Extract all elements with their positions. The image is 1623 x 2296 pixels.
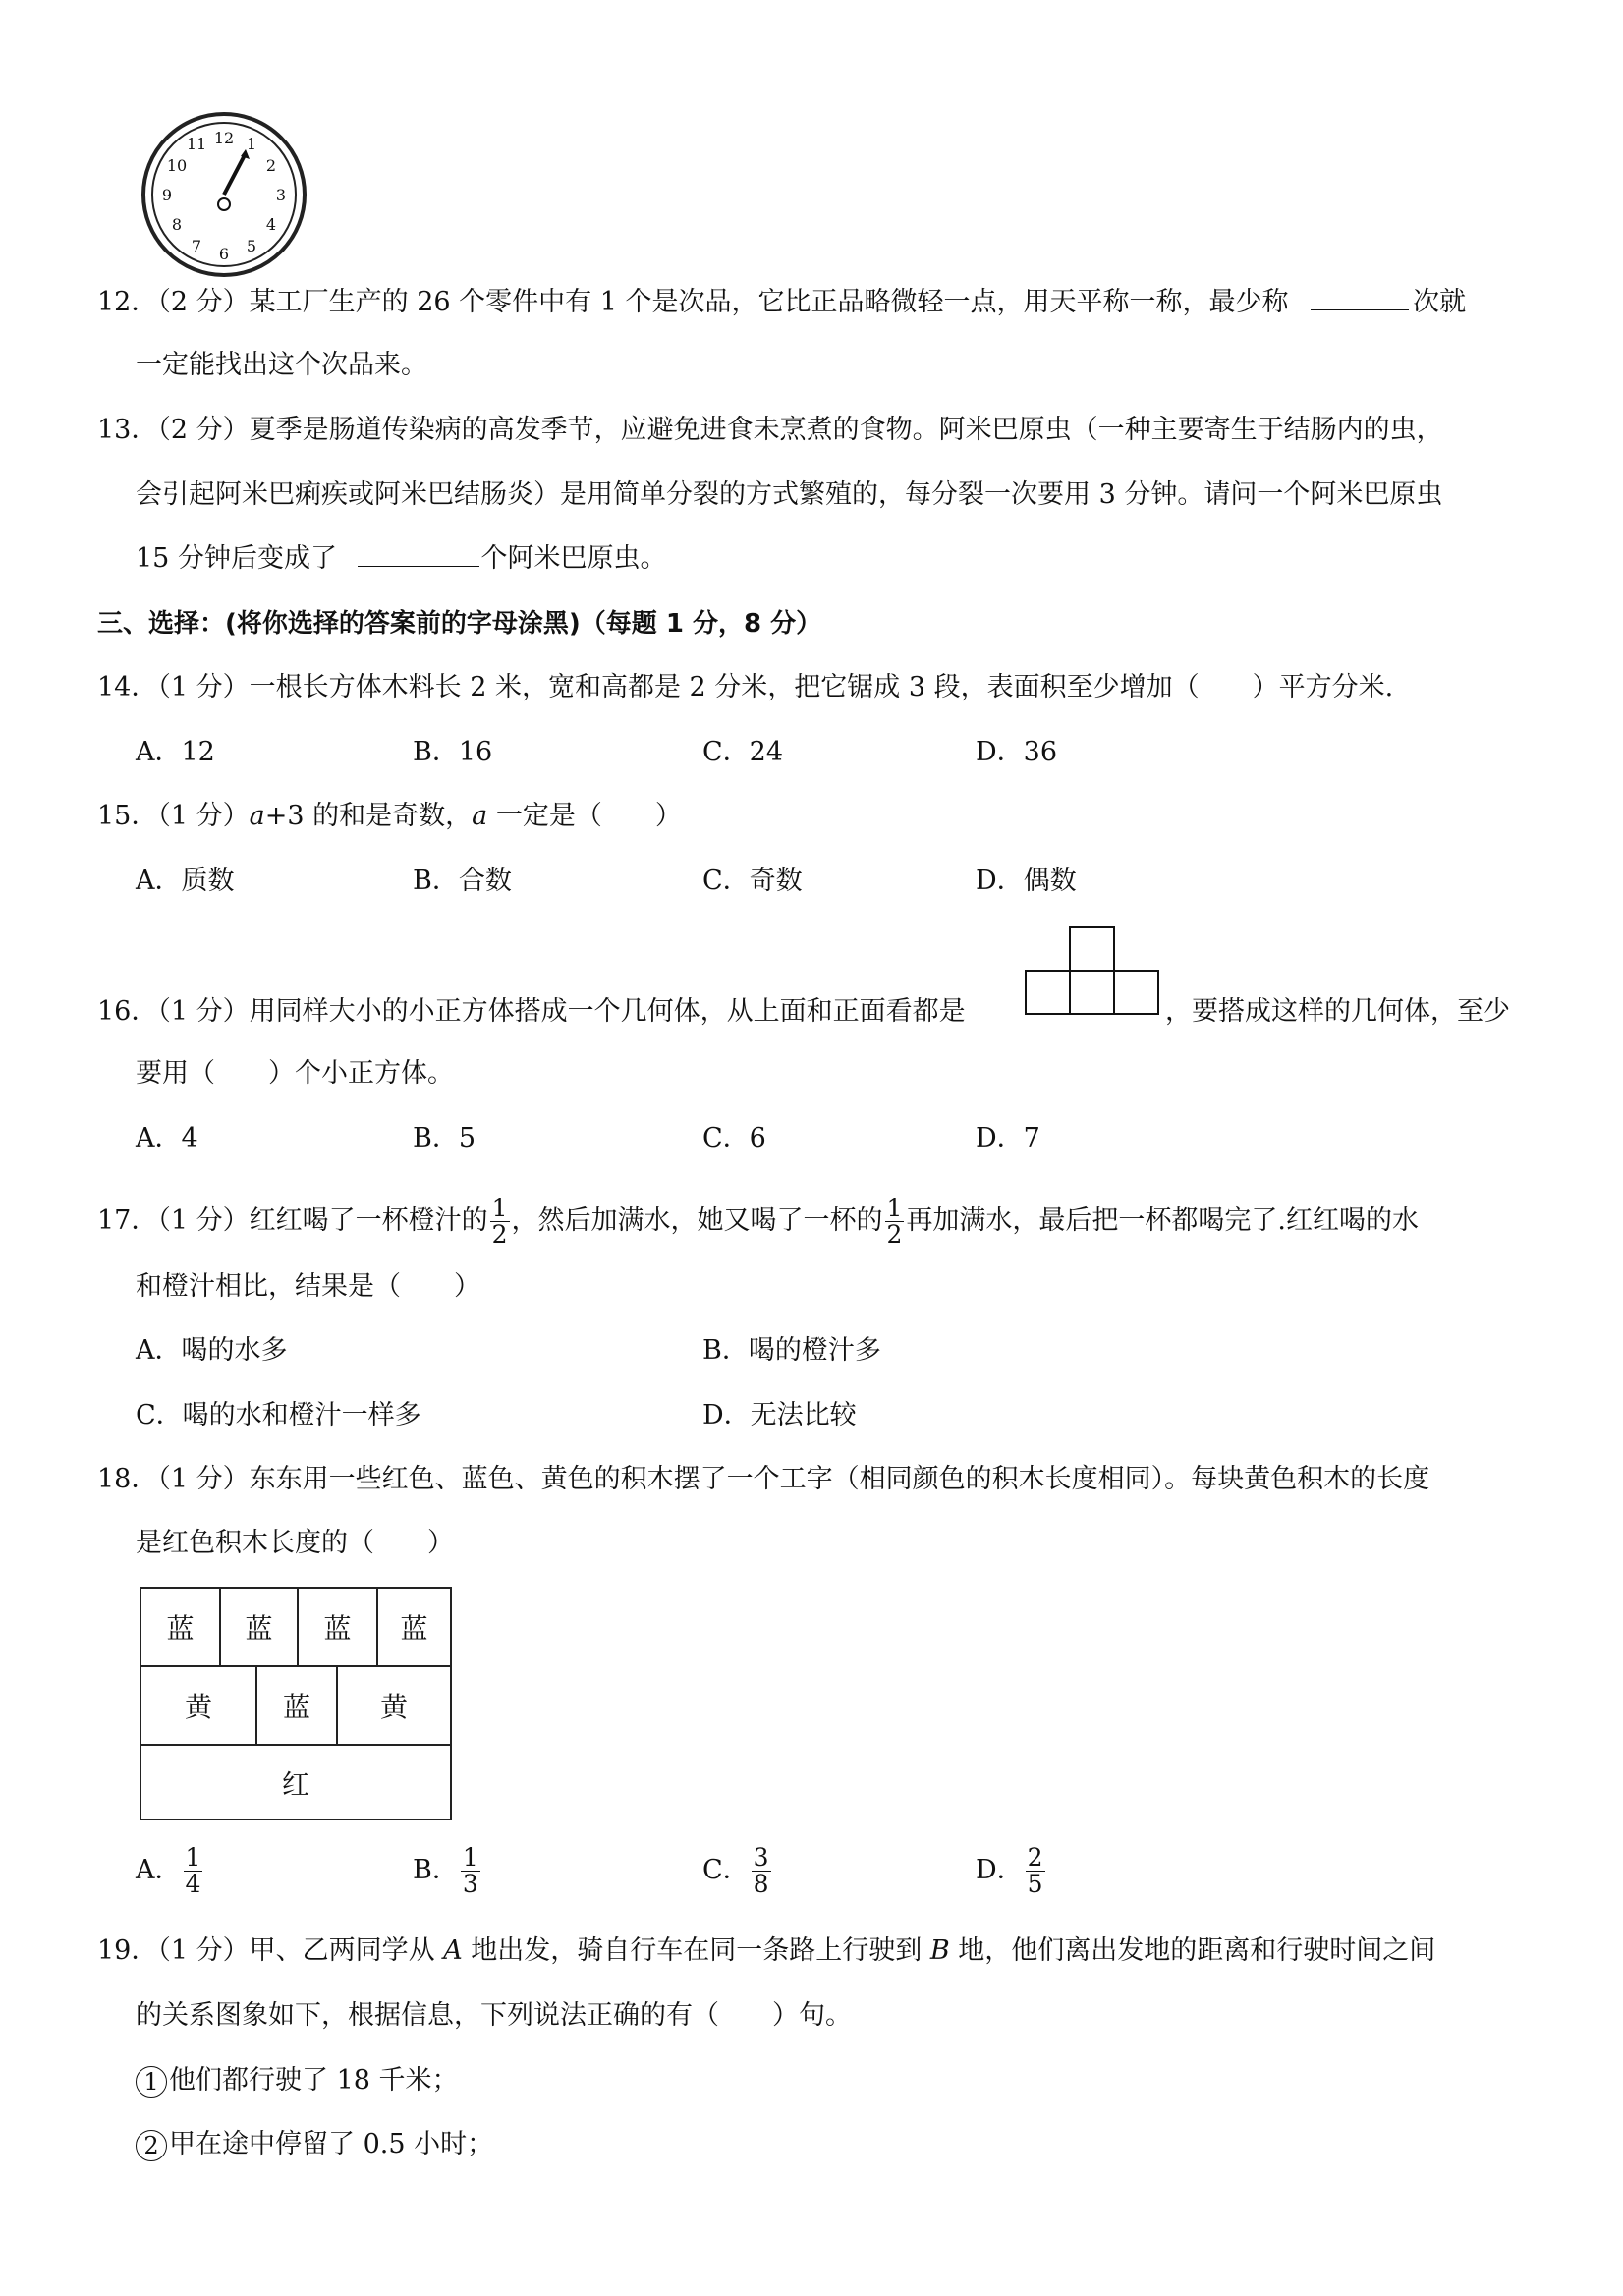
q17-option-b[interactable]: B．喝的橙汁多 [702, 1335, 881, 1366]
clock-number-11: 11 [186, 135, 207, 153]
q17-fraction-2 [885, 1196, 905, 1248]
q18-block-figure [140, 1587, 452, 1820]
q16-option-d[interactable]: D．7 [976, 1123, 1040, 1153]
q13-text-end: 个阿米巴原虫。 [480, 543, 667, 574]
q19-point-a: A [443, 1935, 463, 1966]
q19-statement-2 [136, 2127, 493, 2162]
q17-fraction-2-den: 2 [886, 1220, 903, 1249]
q18-line1: 18．（1 分）东东用一些红色、蓝色、黄色的积木摆了一个工字（相同颜色的积木长度相同）。每块黄色积木的长度 [97, 1464, 1430, 1494]
q14-option-d[interactable]: D．36 [976, 737, 1058, 767]
q16-line1-b: ，要搭成这样的几何体，至少 [1165, 996, 1510, 1027]
clock-number-2: 2 [265, 156, 277, 175]
q14-text: 14．（1 分）一根长方体木料长 2 米，宽和高都是 2 分米，把它锯成 3 段，表面积至少增加（ ）平方分米. [97, 672, 1394, 702]
q18-block-red: 红 [281, 1768, 309, 1801]
q12-text: 12．（2 分）某工厂生产的 26 个零件中有 1 个是次品，它比正品略微轻一点，用天平称一称，最少称 [97, 287, 1289, 317]
q18-option-d-label: D． [976, 1855, 1024, 1885]
q18-option-a-fraction [184, 1845, 203, 1897]
q16-view-figure [1024, 925, 1163, 1016]
q12-answer-blank[interactable] [1311, 286, 1409, 310]
q13-line1: 13．（2 分）夏季是肠道传染病的高发季节，应避免进食未烹煮的食物。阿米巴原虫（一种主要寄生于结肠内的虫， [97, 415, 1443, 445]
q18-block-blue-4: 蓝 [400, 1612, 428, 1645]
q16-option-b[interactable]: B．5 [413, 1123, 476, 1153]
q17-text-c: 再加满水，最后把一杯都喝完了.红红喝的水 [906, 1205, 1420, 1236]
q16-line1-a: 16．（1 分）用同样大小的小正方体搭成一个几何体，从上面和正面看都是 [97, 996, 966, 1027]
clock-number-5: 5 [246, 237, 257, 255]
q18-block-blue-1: 蓝 [141, 1589, 221, 1665]
q18-option-b-den: 3 [462, 1870, 478, 1898]
q19-statement-1 [136, 2063, 459, 2099]
q15-option-c[interactable]: C．奇数 [702, 866, 803, 896]
q18-option-b[interactable] [413, 1845, 482, 1897]
q18-block-blue-5: 蓝 [257, 1667, 338, 1744]
q18-block-row3 [141, 1746, 450, 1820]
q16-option-a[interactable]: A．4 [136, 1123, 198, 1153]
q18-option-d-den: 5 [1027, 1870, 1043, 1898]
q17-fraction-1 [490, 1196, 510, 1248]
clock-number-12: 12 [213, 129, 235, 147]
q13-line3 [136, 541, 667, 577]
q19-statement-1-text: 他们都行驶了 18 千米； [169, 2065, 459, 2096]
clock-number-4: 4 [265, 215, 277, 234]
q18-block-blue-3: 蓝 [299, 1589, 378, 1665]
q18-option-a-den: 4 [185, 1870, 201, 1898]
q17-option-c[interactable]: C．喝的水和橙汁一样多 [136, 1400, 421, 1430]
clock-number-1: 1 [246, 135, 257, 153]
q18-option-b-fraction [461, 1845, 480, 1897]
q17-text-a: 17．（1 分）红红喝了一杯橙汁的 [97, 1205, 488, 1236]
q15-text-mid: +3 的和是奇数， [264, 801, 473, 831]
q17-option-a[interactable]: A．喝的水多 [136, 1335, 288, 1366]
q12-line2: 一定能找出这个次品来。 [136, 350, 427, 380]
q17-text-b: ，然后加满水，她又喝了一杯的 [511, 1205, 883, 1236]
q18-line2: 是红色积木长度的（ ） [136, 1528, 454, 1558]
q18-block-row1 [141, 1589, 450, 1667]
q19-text-a: 19．（1 分）甲、乙两同学从 [97, 1935, 444, 1966]
q18-block-yellow-1: 黄 [141, 1667, 257, 1744]
q19-text-c: 地，他们离出发地的距离和行驶时间之间 [949, 1935, 1436, 1966]
q18-block-row2 [141, 1667, 450, 1746]
q18-option-a-num: 1 [185, 1843, 201, 1872]
q18-option-a[interactable] [136, 1845, 204, 1897]
q18-option-b-num: 1 [462, 1843, 478, 1872]
q19-text-b: 地出发，骑自行车在同一条路上行驶到 [462, 1935, 930, 1966]
q19-line2: 的关系图象如下，根据信息，下列说法正确的有（ ）句。 [136, 2000, 852, 2031]
q18-option-c-num: 3 [753, 1843, 769, 1872]
q14-option-c[interactable]: C．24 [702, 737, 784, 767]
q13-text: 15 分钟后变成了 [136, 543, 337, 574]
q17-line2: 和橙汁相比，结果是（ ） [136, 1271, 480, 1302]
q15-text-end: 一定是（ ） [487, 801, 682, 831]
q18-option-a-label: A． [136, 1855, 182, 1885]
q19-statement-2-text: 甲在途中停留了 0.5 小时； [169, 2129, 494, 2159]
q18-block-blue-2: 蓝 [221, 1589, 299, 1665]
q18-option-c[interactable] [702, 1845, 773, 1897]
clock-number-3: 3 [275, 186, 287, 204]
q18-option-c-fraction [752, 1845, 771, 1897]
q12-line1 [97, 285, 1466, 320]
q19-line1 [97, 1933, 1435, 1969]
q15-option-b[interactable]: B．合数 [413, 866, 512, 896]
q17-option-d[interactable]: D．无法比较 [702, 1400, 857, 1430]
q18-option-d-num: 2 [1027, 1843, 1043, 1872]
q17-fraction-2-num: 1 [886, 1194, 903, 1222]
q18-option-c-den: 8 [753, 1870, 769, 1898]
clock-figure [140, 110, 308, 279]
section3-title: 三、选择：(将你选择的答案前的字母涂黑)（每题 1 分，8 分） [97, 609, 822, 639]
q17-fraction-1-den: 2 [491, 1220, 508, 1249]
q15-variable: a [249, 801, 265, 831]
q16-line2: 要用（ ）个小正方体。 [136, 1058, 454, 1089]
q15-text [97, 799, 682, 834]
q18-option-c-label: C． [702, 1855, 750, 1885]
q19-statement-2-mark: 2 [136, 2130, 167, 2161]
q19-statement-1-mark: 1 [136, 2066, 167, 2098]
q17-line1 [97, 1191, 1419, 1252]
q16-option-c[interactable]: C．6 [702, 1123, 766, 1153]
q12-text-end: 次就 [1413, 287, 1467, 317]
q17-fraction-1-num: 1 [491, 1194, 508, 1222]
clock-number-7: 7 [191, 237, 202, 255]
q15-option-a[interactable]: A．质数 [136, 866, 235, 896]
clock-number-8: 8 [171, 215, 183, 234]
q18-option-b-label: B． [413, 1855, 459, 1885]
q15-prefix: 15．（1 分） [97, 801, 250, 831]
q18-block-yellow-2: 黄 [379, 1691, 408, 1723]
q14-option-a[interactable]: A．12 [136, 737, 215, 767]
q18-option-d[interactable] [976, 1845, 1047, 1897]
q13-answer-blank[interactable] [358, 542, 479, 567]
clock-number-6: 6 [218, 245, 230, 263]
q15-variable-2: a [472, 801, 488, 831]
clock-number-9: 9 [161, 186, 173, 204]
q15-option-d[interactable]: D．偶数 [976, 866, 1077, 896]
q18-option-d-fraction [1026, 1845, 1045, 1897]
q13-line2: 会引起阿米巴痢疾或阿米巴结肠炎）是用简单分裂的方式繁殖的，每分裂一次要用 3 分钟。请问一个阿米巴原虫 [136, 479, 1443, 510]
q14-option-b[interactable]: B．16 [413, 737, 493, 767]
q19-point-b: B [929, 1935, 950, 1966]
clock-number-10: 10 [166, 156, 188, 175]
